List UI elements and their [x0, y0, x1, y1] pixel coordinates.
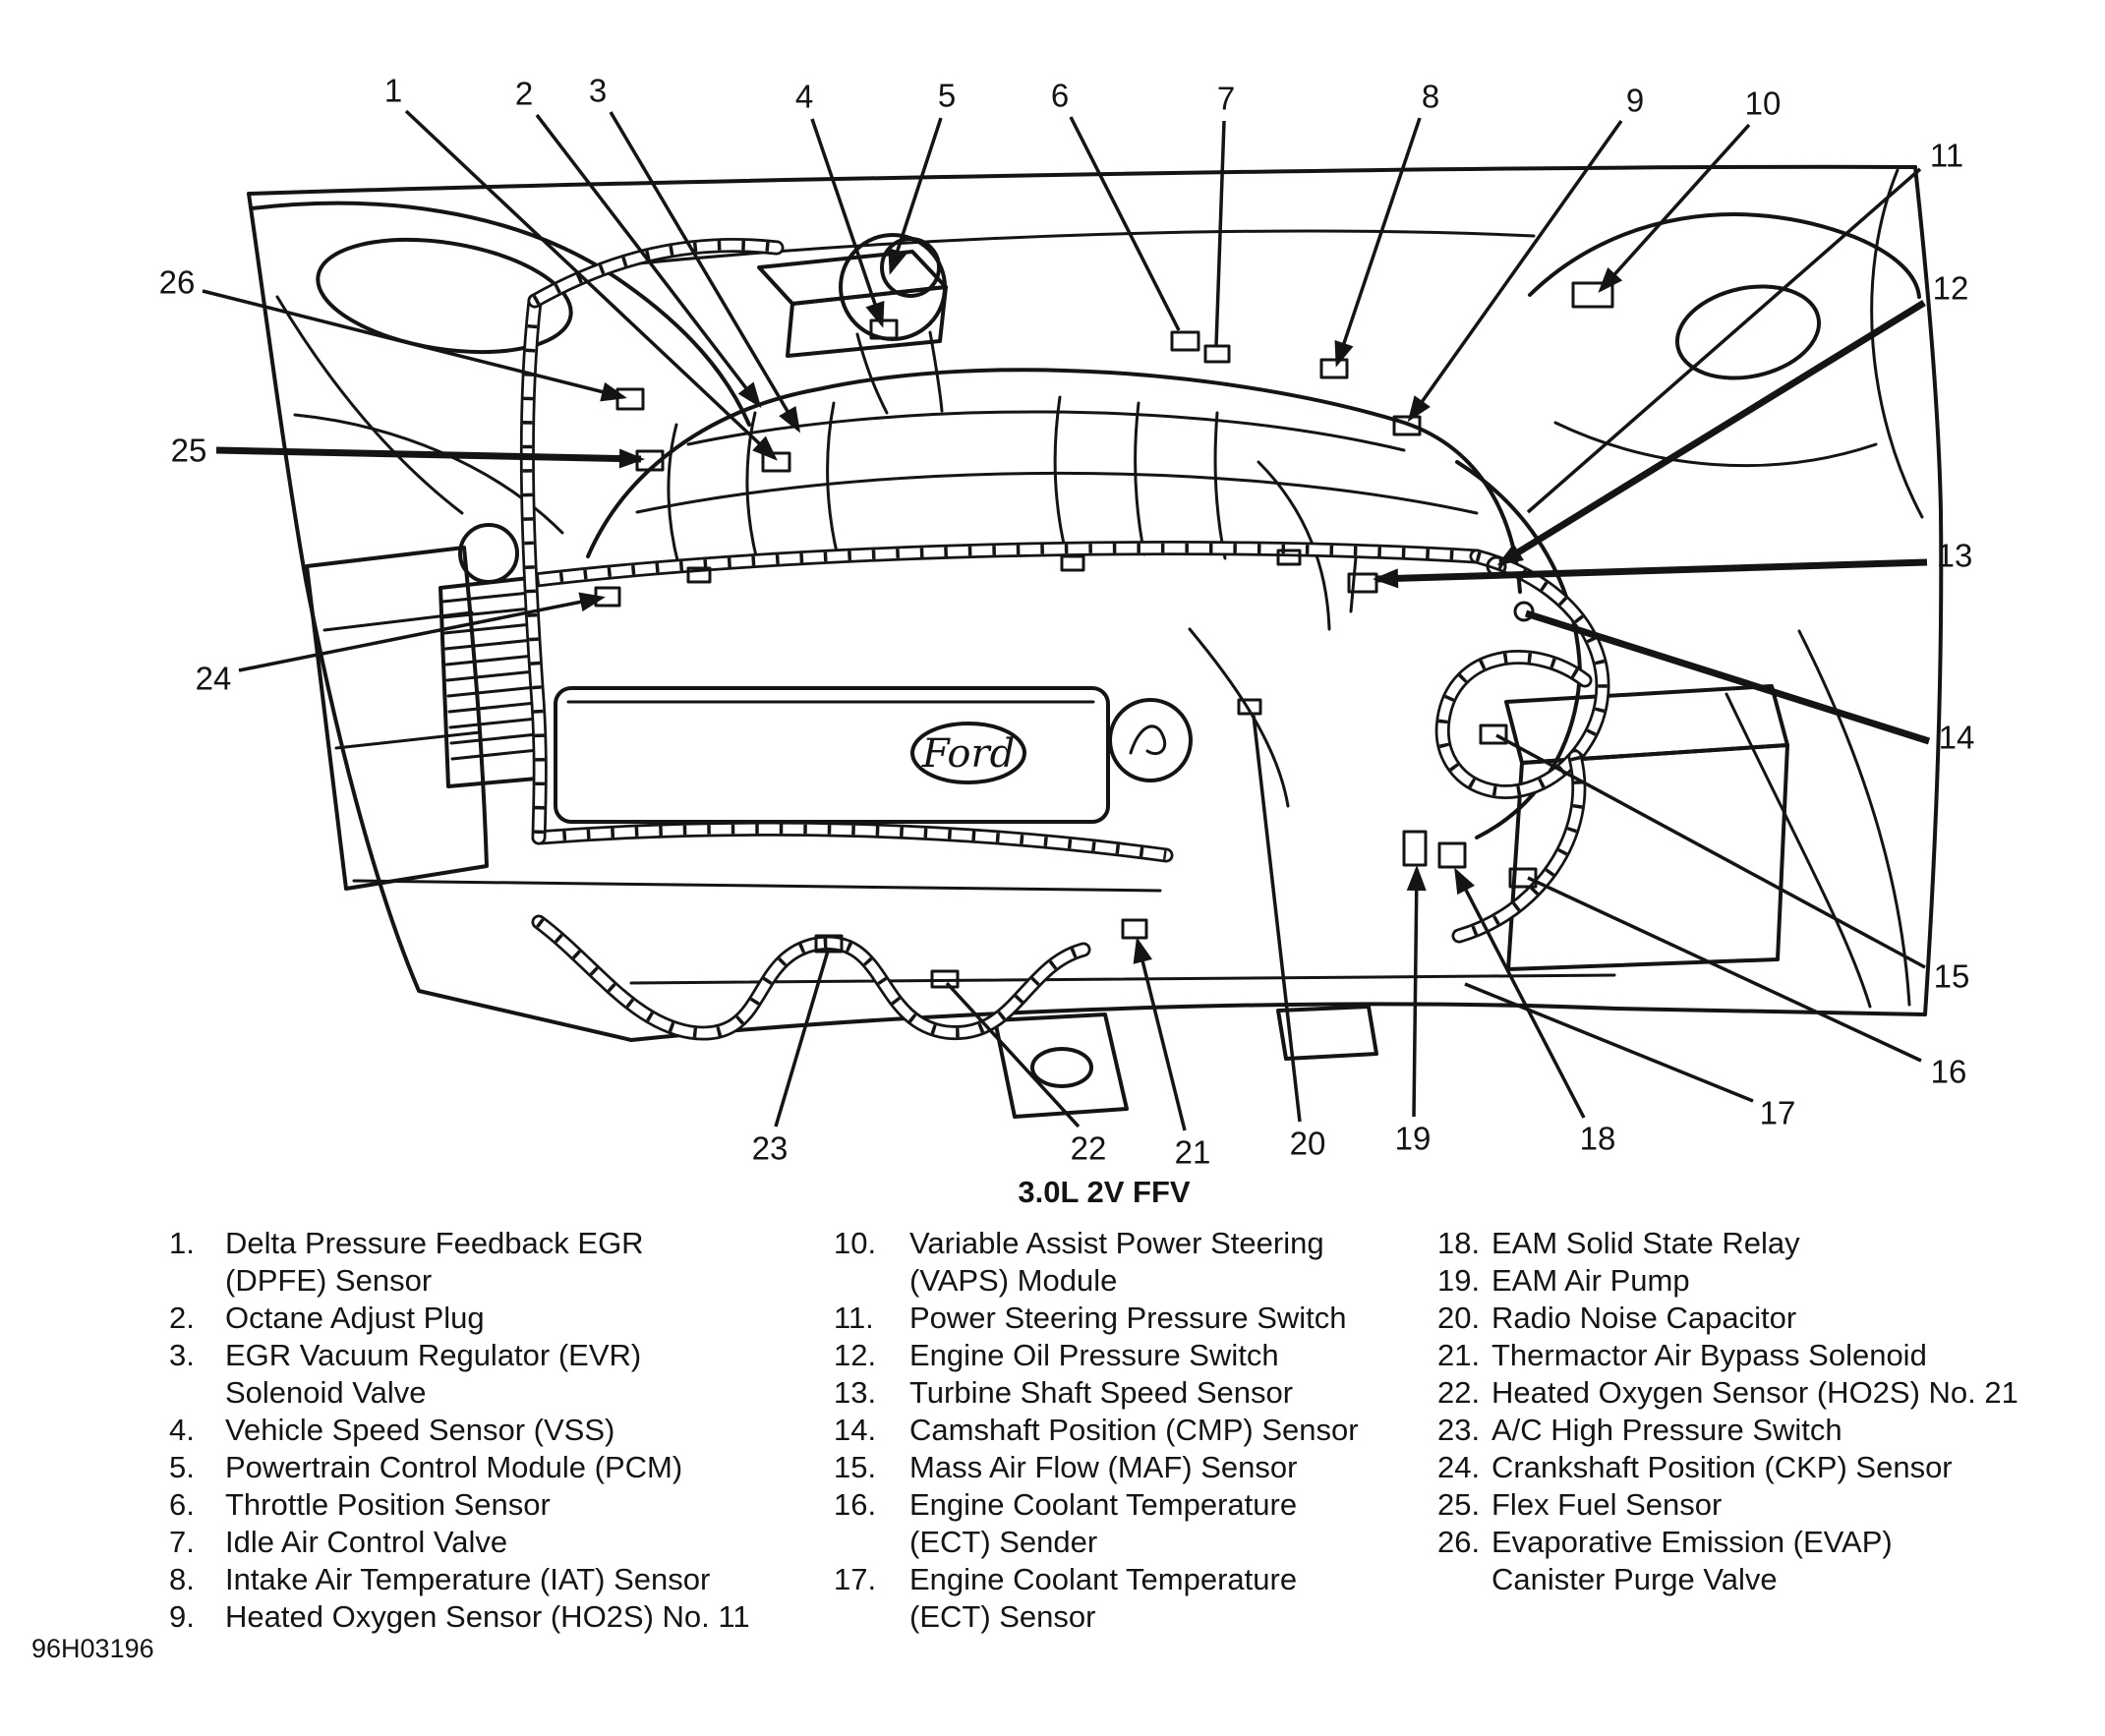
- callout-number-14: 14: [1938, 719, 1975, 756]
- legend-item-23: [1437, 1412, 2018, 1449]
- callout-number-23: 23: [751, 1129, 789, 1167]
- legend-column-2: [834, 1225, 1359, 1636]
- legend-item-1: [169, 1225, 750, 1300]
- legend-item-number: 10.: [834, 1226, 877, 1260]
- callout-number-12: 12: [1932, 269, 1969, 307]
- legend-item-number: 9.: [169, 1599, 195, 1634]
- leader-line-8: [1337, 118, 1420, 364]
- legend-item-number: 23.: [1437, 1413, 1481, 1447]
- legend-item-5: [169, 1449, 750, 1486]
- leader-line-21: [1138, 941, 1185, 1130]
- legend-item-label: Radio Noise Capacitor: [1491, 1301, 1797, 1335]
- legend-item-label: Camshaft Position (CMP) Sensor: [909, 1413, 1359, 1447]
- leader-line-17: [1465, 984, 1753, 1101]
- legend-item-label: Variable Assist Power Steering (VAPS) Module: [909, 1226, 1324, 1298]
- callout-number-17: 17: [1759, 1094, 1796, 1131]
- callout-number-9: 9: [1625, 82, 1645, 119]
- legend-item-7: [169, 1524, 750, 1561]
- legend-item-label: Engine Oil Pressure Switch: [909, 1338, 1279, 1372]
- legend-item-label: Engine Coolant Temperature (ECT) Sender: [909, 1487, 1298, 1559]
- legend-item-label: Evaporative Emission (EVAP) Canister Purge Valve: [1491, 1525, 1893, 1596]
- legend-item-number: 24.: [1437, 1450, 1481, 1484]
- callout-number-8: 8: [1421, 78, 1440, 115]
- callout-number-15: 15: [1933, 957, 1970, 995]
- legend-item-label: Idle Air Control Valve: [225, 1525, 508, 1559]
- legend-item-11: [834, 1300, 1359, 1337]
- legend-item-number: 12.: [834, 1338, 877, 1372]
- legend-item-number: 4.: [169, 1413, 195, 1447]
- legend-item-label: Powertrain Control Module (PCM): [225, 1450, 683, 1484]
- legend-item-18: [1437, 1225, 2018, 1262]
- legend-item-number: 5.: [169, 1450, 195, 1484]
- legend-item-17: [834, 1561, 1359, 1636]
- legend-item-number: 16.: [834, 1487, 877, 1522]
- legend-column-1: [169, 1225, 750, 1636]
- callout-number-18: 18: [1579, 1120, 1616, 1157]
- leader-line-26: [203, 291, 623, 397]
- callout-number-19: 19: [1394, 1120, 1432, 1157]
- document-code: 96H03196: [31, 1634, 154, 1663]
- legend-item-label: Heated Oxygen Sensor (HO2S) No. 11: [225, 1599, 750, 1634]
- callout-number-11: 11: [1929, 137, 1964, 174]
- callout-number-22: 22: [1070, 1129, 1107, 1167]
- legend-item-number: 11.: [834, 1301, 874, 1335]
- legend-column-3: [1437, 1225, 2018, 1598]
- callout-number-4: 4: [794, 78, 814, 115]
- legend-item-number: 13.: [834, 1375, 877, 1410]
- legend-item-8: [169, 1561, 750, 1598]
- ford-logo-text: Ford: [921, 731, 1016, 777]
- legend-item-label: EGR Vacuum Regulator (EVR) Solenoid Valve: [225, 1338, 642, 1410]
- leader-line-9: [1410, 121, 1621, 419]
- leader-line-19: [1414, 869, 1417, 1117]
- callout-number-24: 24: [195, 660, 232, 697]
- legend-item-22: [1437, 1374, 2018, 1412]
- legend-item-10: [834, 1225, 1359, 1300]
- leader-line-4: [812, 119, 882, 324]
- legend-item-number: 7.: [169, 1525, 195, 1559]
- legend-item-label: Vehicle Speed Sensor (VSS): [225, 1413, 615, 1447]
- leader-line-20: [1254, 716, 1300, 1122]
- legend-item-label: Flex Fuel Sensor: [1491, 1487, 1723, 1522]
- callout-leader-lines: [203, 111, 1929, 1130]
- leader-line-2: [537, 115, 759, 405]
- legend-item-16: [834, 1486, 1359, 1561]
- legend-item-26: [1437, 1524, 2018, 1598]
- legend-item-13: [834, 1374, 1359, 1412]
- legend-item-20: [1437, 1300, 2018, 1337]
- legend-item-12: [834, 1337, 1359, 1374]
- callout-number-25: 25: [170, 432, 207, 469]
- legend-item-24: [1437, 1449, 2018, 1486]
- leader-line-1: [406, 111, 775, 458]
- legend-item-label: EAM Air Pump: [1491, 1263, 1690, 1298]
- callout-number-10: 10: [1744, 85, 1782, 122]
- leader-line-10: [1601, 125, 1749, 290]
- wiring-looms: [527, 245, 1603, 1033]
- callout-number-21: 21: [1174, 1133, 1211, 1171]
- legend-item-label: Thermactor Air Bypass Solenoid: [1491, 1338, 1927, 1372]
- callout-number-3: 3: [588, 72, 608, 109]
- callout-number-16: 16: [1930, 1053, 1967, 1090]
- leader-line-13: [1376, 562, 1927, 579]
- legend-item-15: [834, 1449, 1359, 1486]
- callout-number-13: 13: [1936, 537, 1973, 574]
- leader-line-23: [776, 948, 829, 1127]
- legend-item-label: Delta Pressure Feedback EGR (DPFE) Sensor: [225, 1226, 644, 1298]
- legend-item-number: 15.: [834, 1450, 877, 1484]
- legend-item-number: 8.: [169, 1562, 195, 1596]
- legend-item-2: [169, 1300, 750, 1337]
- legend-item-number: 26.: [1437, 1525, 1481, 1559]
- legend-item-number: 25.: [1437, 1487, 1481, 1522]
- legend-item-label: Engine Coolant Temperature (ECT) Sensor: [909, 1562, 1298, 1634]
- leader-line-12: [1500, 303, 1924, 563]
- legend-item-number: 19.: [1437, 1263, 1481, 1298]
- callout-number-20: 20: [1289, 1125, 1326, 1162]
- legend-item-6: [169, 1486, 750, 1524]
- legend-item-number: 1.: [169, 1226, 195, 1260]
- callout-number-6: 6: [1050, 77, 1070, 114]
- legend-item-label: A/C High Pressure Switch: [1491, 1413, 1842, 1447]
- leader-line-6: [1071, 117, 1179, 330]
- legend-item-label: Power Steering Pressure Switch: [909, 1301, 1347, 1335]
- legend-item-label: Throttle Position Sensor: [225, 1487, 551, 1522]
- legend-item-25: [1437, 1486, 2018, 1524]
- legend-item-4: [169, 1412, 750, 1449]
- legend-item-number: 20.: [1437, 1301, 1481, 1335]
- legend-item-label: Intake Air Temperature (IAT) Sensor: [225, 1562, 711, 1596]
- legend-item-number: 17.: [834, 1562, 877, 1596]
- legend-item-number: 3.: [169, 1338, 195, 1372]
- callout-number-26: 26: [158, 263, 196, 301]
- legend-item-number: 6.: [169, 1487, 195, 1522]
- legend-item-9: [169, 1598, 750, 1636]
- legend-item-19: [1437, 1262, 2018, 1300]
- legend-item-number: 2.: [169, 1301, 195, 1335]
- legend-item-number: 14.: [834, 1413, 877, 1447]
- legend-item-number: 22.: [1437, 1375, 1481, 1410]
- engine-block: [440, 235, 1787, 969]
- legend-item-number: 21.: [1437, 1338, 1481, 1372]
- callout-number-7: 7: [1216, 80, 1236, 117]
- leader-line-3: [611, 112, 798, 430]
- legend-item-label: Heated Oxygen Sensor (HO2S) No. 21: [1491, 1375, 2018, 1410]
- diagram-title: 3.0L 2V FFV: [1018, 1175, 1191, 1209]
- callout-number-1: 1: [383, 72, 403, 109]
- legend-item-label: Octane Adjust Plug: [225, 1301, 485, 1335]
- legend-item-label: Crankshaft Position (CKP) Sensor: [1491, 1450, 1953, 1484]
- leader-line-7: [1216, 121, 1224, 346]
- leader-line-25: [216, 450, 641, 459]
- legend-item-label: EAM Solid State Relay: [1491, 1226, 1800, 1260]
- legend-item-label: Mass Air Flow (MAF) Sensor: [909, 1450, 1298, 1484]
- legend-item-label: Turbine Shaft Speed Sensor: [909, 1375, 1294, 1410]
- legend-item-21: [1437, 1337, 2018, 1374]
- legend-item-14: [834, 1412, 1359, 1449]
- callout-number-5: 5: [937, 77, 957, 114]
- legend-item-3: [169, 1337, 750, 1412]
- callout-number-2: 2: [514, 75, 534, 112]
- legend-item-number: 18.: [1437, 1226, 1481, 1260]
- leader-line-24: [239, 598, 602, 670]
